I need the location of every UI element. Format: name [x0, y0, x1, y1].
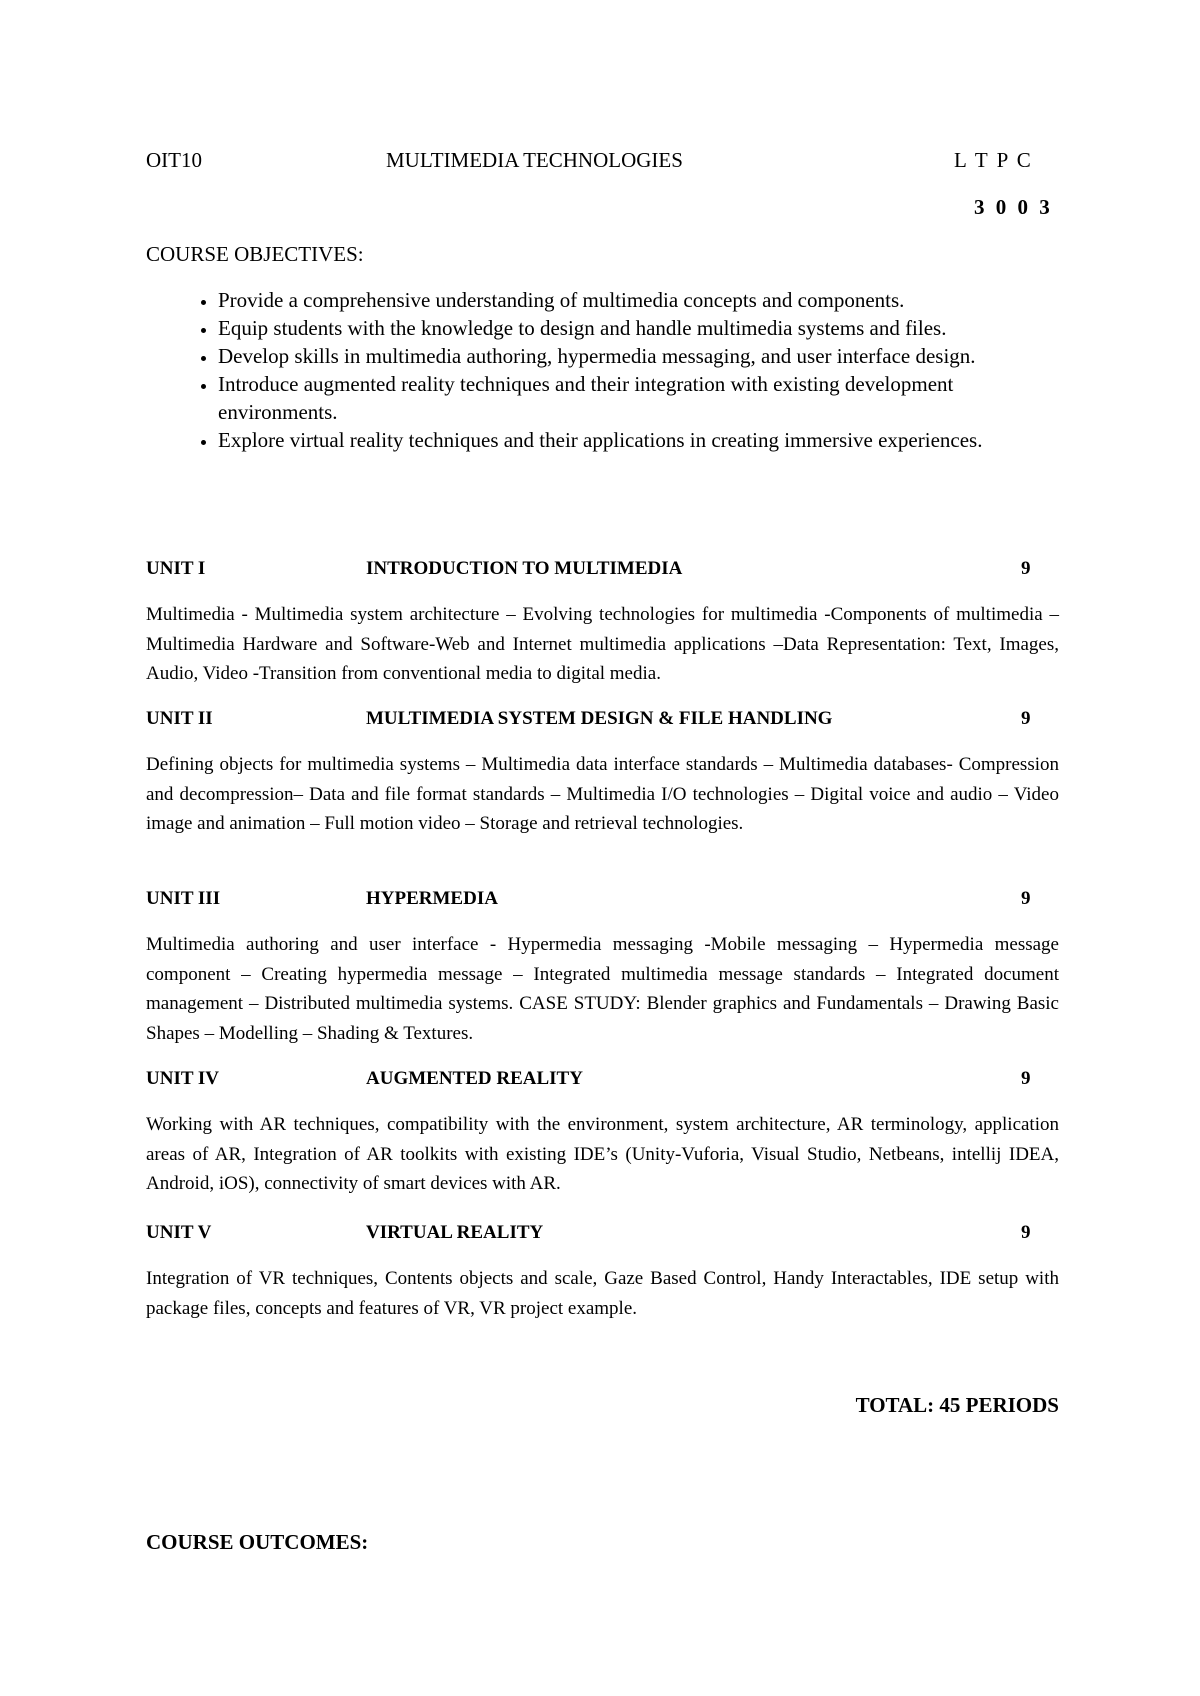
objective-item: • Equip students with the knowledge to design and handle multimedia systems and files. — [218, 314, 1068, 342]
unit-title: VIRTUAL REALITY — [366, 1222, 544, 1243]
unit-2-content: Defining objects for multimedia systems – Multimedia data interface standards – Multimedia databases- Compression and decompression– Data and file format standards – Multimedia I/O technologies – Digital voice and audio – Video image and animation – Full motion video – Storage and retrieval technologies. — [146, 754, 1059, 834]
unit-title: MULTIMEDIA SYSTEM DESIGN & FILE HANDLING — [366, 708, 833, 729]
unit-number: UNIT V — [146, 1222, 212, 1243]
unit-1-heading — [146, 558, 1060, 582]
course-objectives-heading: COURSE OBJECTIVES: — [146, 242, 364, 266]
unit-hours: 9 — [1021, 1222, 1031, 1243]
unit-3-content: Multimedia authoring and user interface - Hypermedia messaging -Mobile messaging – Hypermedia message component – Creating hypermedia message – Integrated multimedia message standards – Integrated document management – Distributed multimedia systems. CASE STUDY: Blender graphics and Fundamentals – Drawing Basic Shapes – Modelling – Shading & Textures. — [146, 934, 1059, 1044]
unit-number: UNIT II — [146, 708, 213, 729]
unit-4-heading — [146, 1068, 1060, 1092]
ltpc-label: L T P C — [954, 148, 1033, 172]
course-code: OIT10 — [146, 148, 202, 172]
unit-title: HYPERMEDIA — [366, 888, 498, 909]
total-periods: TOTAL: 45 PERIODS — [855, 1393, 1059, 1417]
unit-5-heading — [146, 1222, 1060, 1246]
unit-hours: 9 — [1021, 1068, 1031, 1089]
unit-number: UNIT IV — [146, 1068, 220, 1089]
unit-hours: 9 — [1021, 888, 1031, 909]
unit-number: UNIT III — [146, 888, 221, 909]
unit-4-content: Working with AR techniques, compatibility with the environment, system architecture, AR terminology, application areas of AR, Integration of AR toolkits with existing IDE’s (Unity-Vuforia, Visual Studio, Netbeans, intellij IDEA, Android, iOS), connectivity of smart devices with AR. — [146, 1114, 1059, 1194]
unit-title: AUGMENTED REALITY — [366, 1068, 583, 1089]
unit-5-content: Integration of VR techniques, Contents objects and scale, Gaze Based Control, Handy Interactables, IDE setup with package files, concepts and features of VR, VR project example. — [146, 1268, 1059, 1319]
unit-hours: 9 — [1021, 558, 1031, 579]
objective-item: • Provide a comprehensive understanding of multimedia concepts and components. — [218, 286, 1068, 314]
unit-hours: 9 — [1021, 708, 1031, 729]
unit-title: INTRODUCTION TO MULTIMEDIA — [366, 558, 683, 579]
objectives-list — [190, 286, 1068, 454]
unit-2-heading — [146, 708, 1060, 732]
objective-item: • Explore virtual reality techniques and their applications in creating immersive experiences. — [218, 426, 1068, 454]
objective-item: • Develop skills in multimedia authoring, hypermedia messaging, and user interface design. — [218, 342, 1068, 370]
unit-number: UNIT I — [146, 558, 206, 579]
objective-item: • Introduce augmented reality techniques and their integration with existing development environments. — [218, 370, 1068, 426]
course-outcomes-heading: COURSE OUTCOMES: — [146, 1530, 369, 1554]
ltpc-values: 3 0 0 3 — [974, 195, 1053, 219]
course-title: MULTIMEDIA TECHNOLOGIES — [386, 148, 683, 172]
unit-1-content: Multimedia - Multimedia system architecture – Evolving technologies for multimedia -Components of multimedia – Multimedia Hardware and Software-Web and Internet multimedia applications –Data Representation: Text, Images, Audio, Video -Transition from conventional media to digital media. — [146, 604, 1059, 684]
unit-3-heading — [146, 888, 1060, 912]
